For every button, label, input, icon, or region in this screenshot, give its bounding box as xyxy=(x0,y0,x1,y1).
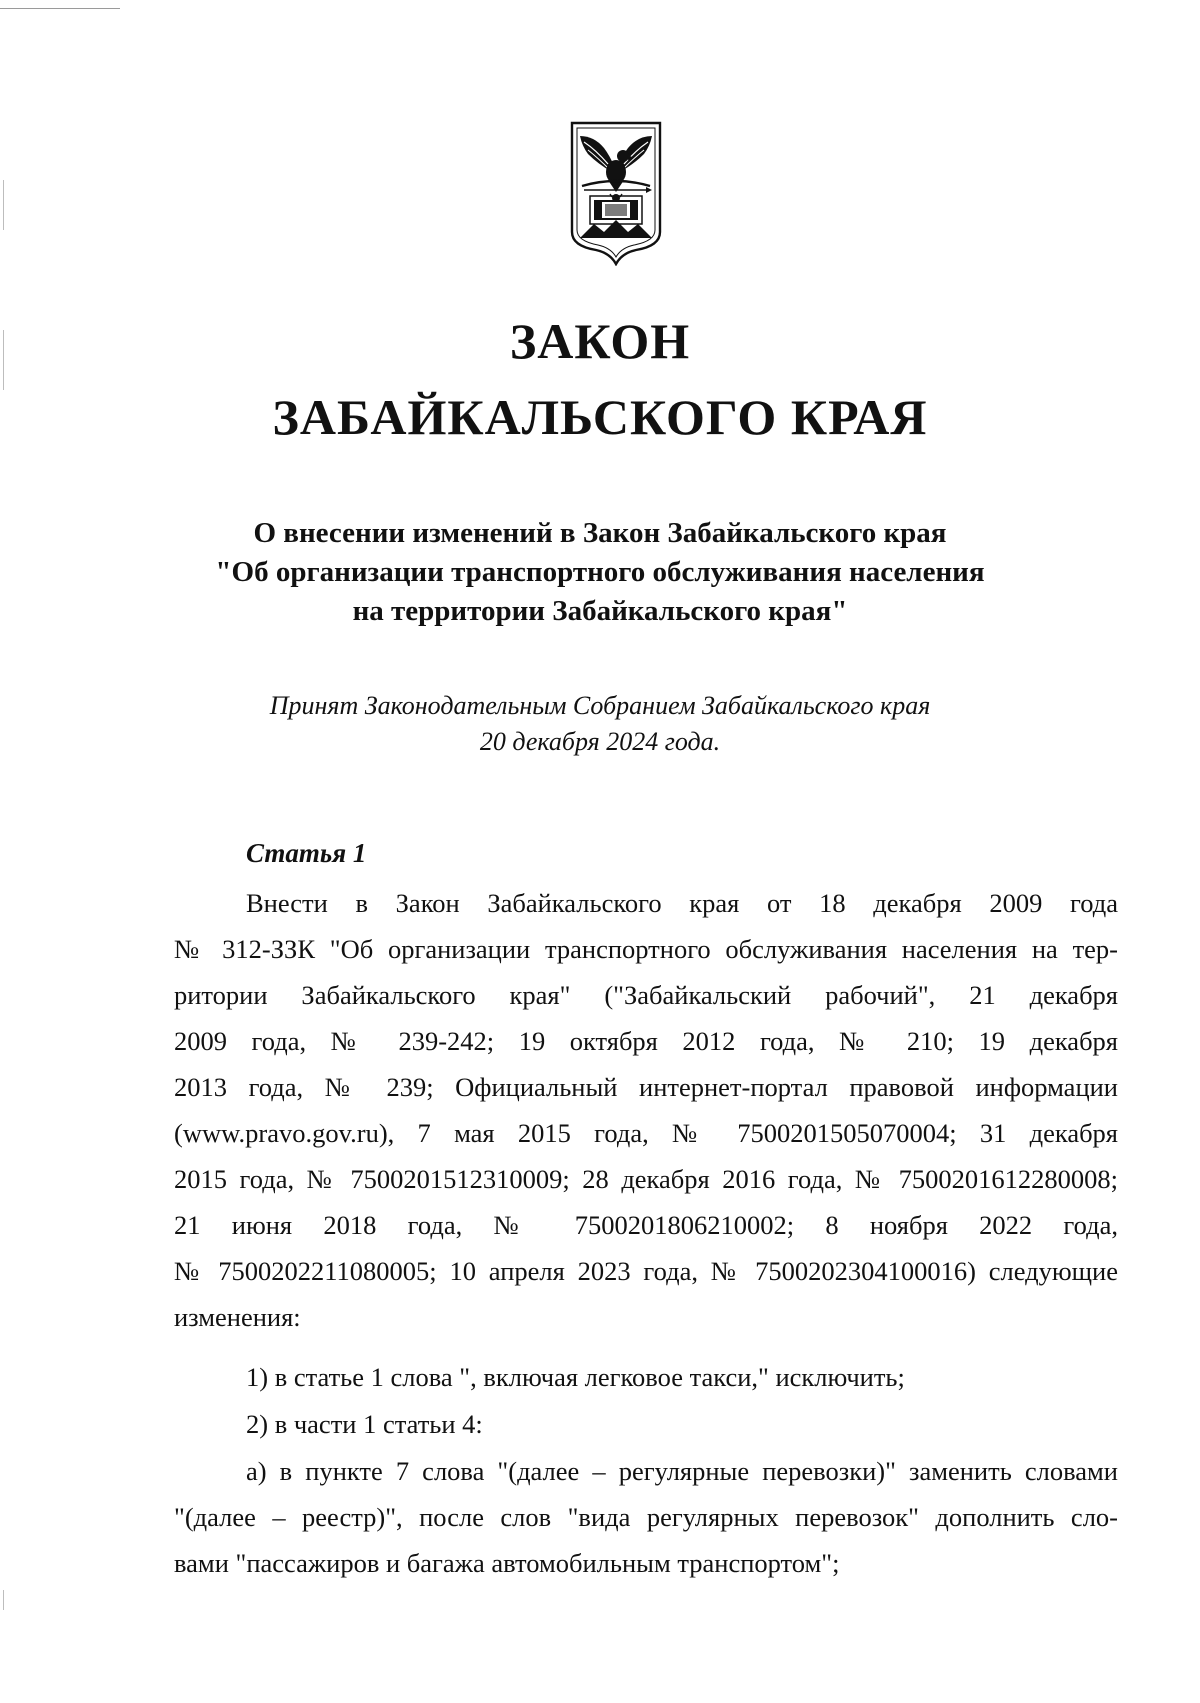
text-line: 2009 года, № 239-242; 19 октября 2012 года, № 210; 19 декабря xyxy=(174,1026,1118,1056)
text-line: ритории Забайкальского края" ("Забайкальский рабочий", 21 декабря xyxy=(174,980,1118,1010)
text-line: (www.pravo.gov.ru), 7 мая 2015 года, № 7500201505070004; 31 декабря xyxy=(174,1118,1118,1148)
text-line: 2013 года, № 239; Официальный интернет-портал правовой информации xyxy=(174,1072,1118,1102)
amendment-items xyxy=(174,1401,1118,1449)
amendment-subitem-a xyxy=(174,1448,1118,1586)
adoption-line: Принят Законодательным Собранием Забайкальского края xyxy=(269,691,931,720)
text-line: № 7500202211080005; 10 апреля 2023 года, № 7500202304100016) следующие xyxy=(174,1256,1118,1286)
subject-line: О внесении изменений в Закон Забайкальского края xyxy=(253,517,947,549)
law-subject xyxy=(0,514,1200,631)
amendment-items xyxy=(174,1354,1118,1402)
law-title-line-1: ЗАКОН xyxy=(509,313,691,369)
adoption-date: 20 декабря 2024 года. xyxy=(479,727,721,756)
law-title-line-2: ЗАБАЙКАЛЬСКОГО КРАЯ xyxy=(272,389,928,445)
subject-line: "Об организации транспортного обслуживания населения xyxy=(215,556,985,588)
adoption-note xyxy=(0,688,1200,760)
text-line: а) в пункте 7 слова "(далее – регулярные перевозки)" заменить словами xyxy=(246,1456,1118,1486)
article-heading: Статья 1 xyxy=(246,838,367,868)
text-line: "(далее – реестр)", после слов "вида регулярных перевозок" дополнить сло- xyxy=(174,1502,1118,1532)
text-line: 2015 года, № 7500201512310009; 28 декабря 2016 года, № 7500201612280008; xyxy=(174,1164,1118,1194)
text-line: 21 июня 2018 года, № 7500201806210002; 8 ноября 2022 года, xyxy=(174,1210,1118,1240)
text-line: Внести в Закон Забайкальского края от 18 декабря 2009 года xyxy=(246,888,1118,918)
text-line: изменения: xyxy=(174,1302,301,1332)
coat-of-arms-emblem xyxy=(568,120,664,266)
scan-artifact-edge xyxy=(3,180,4,230)
text-line: № 312-ЗЗК "Об организации транспортного обслуживания населения на тер- xyxy=(174,934,1118,964)
amendment-item-2: 2) в части 1 статьи 4: xyxy=(246,1409,483,1439)
article-paragraph xyxy=(174,880,1118,1340)
text-line: вами "пассажиров и багажа автомобильным транспортом"; xyxy=(174,1548,840,1578)
scan-artifact-line xyxy=(0,8,120,9)
subject-line: на территории Забайкальского края" xyxy=(352,595,848,627)
scan-artifact-edge xyxy=(3,1590,4,1610)
amendment-item-1: 1) в статье 1 слова ", включая легковое такси," исключить; xyxy=(246,1362,905,1392)
